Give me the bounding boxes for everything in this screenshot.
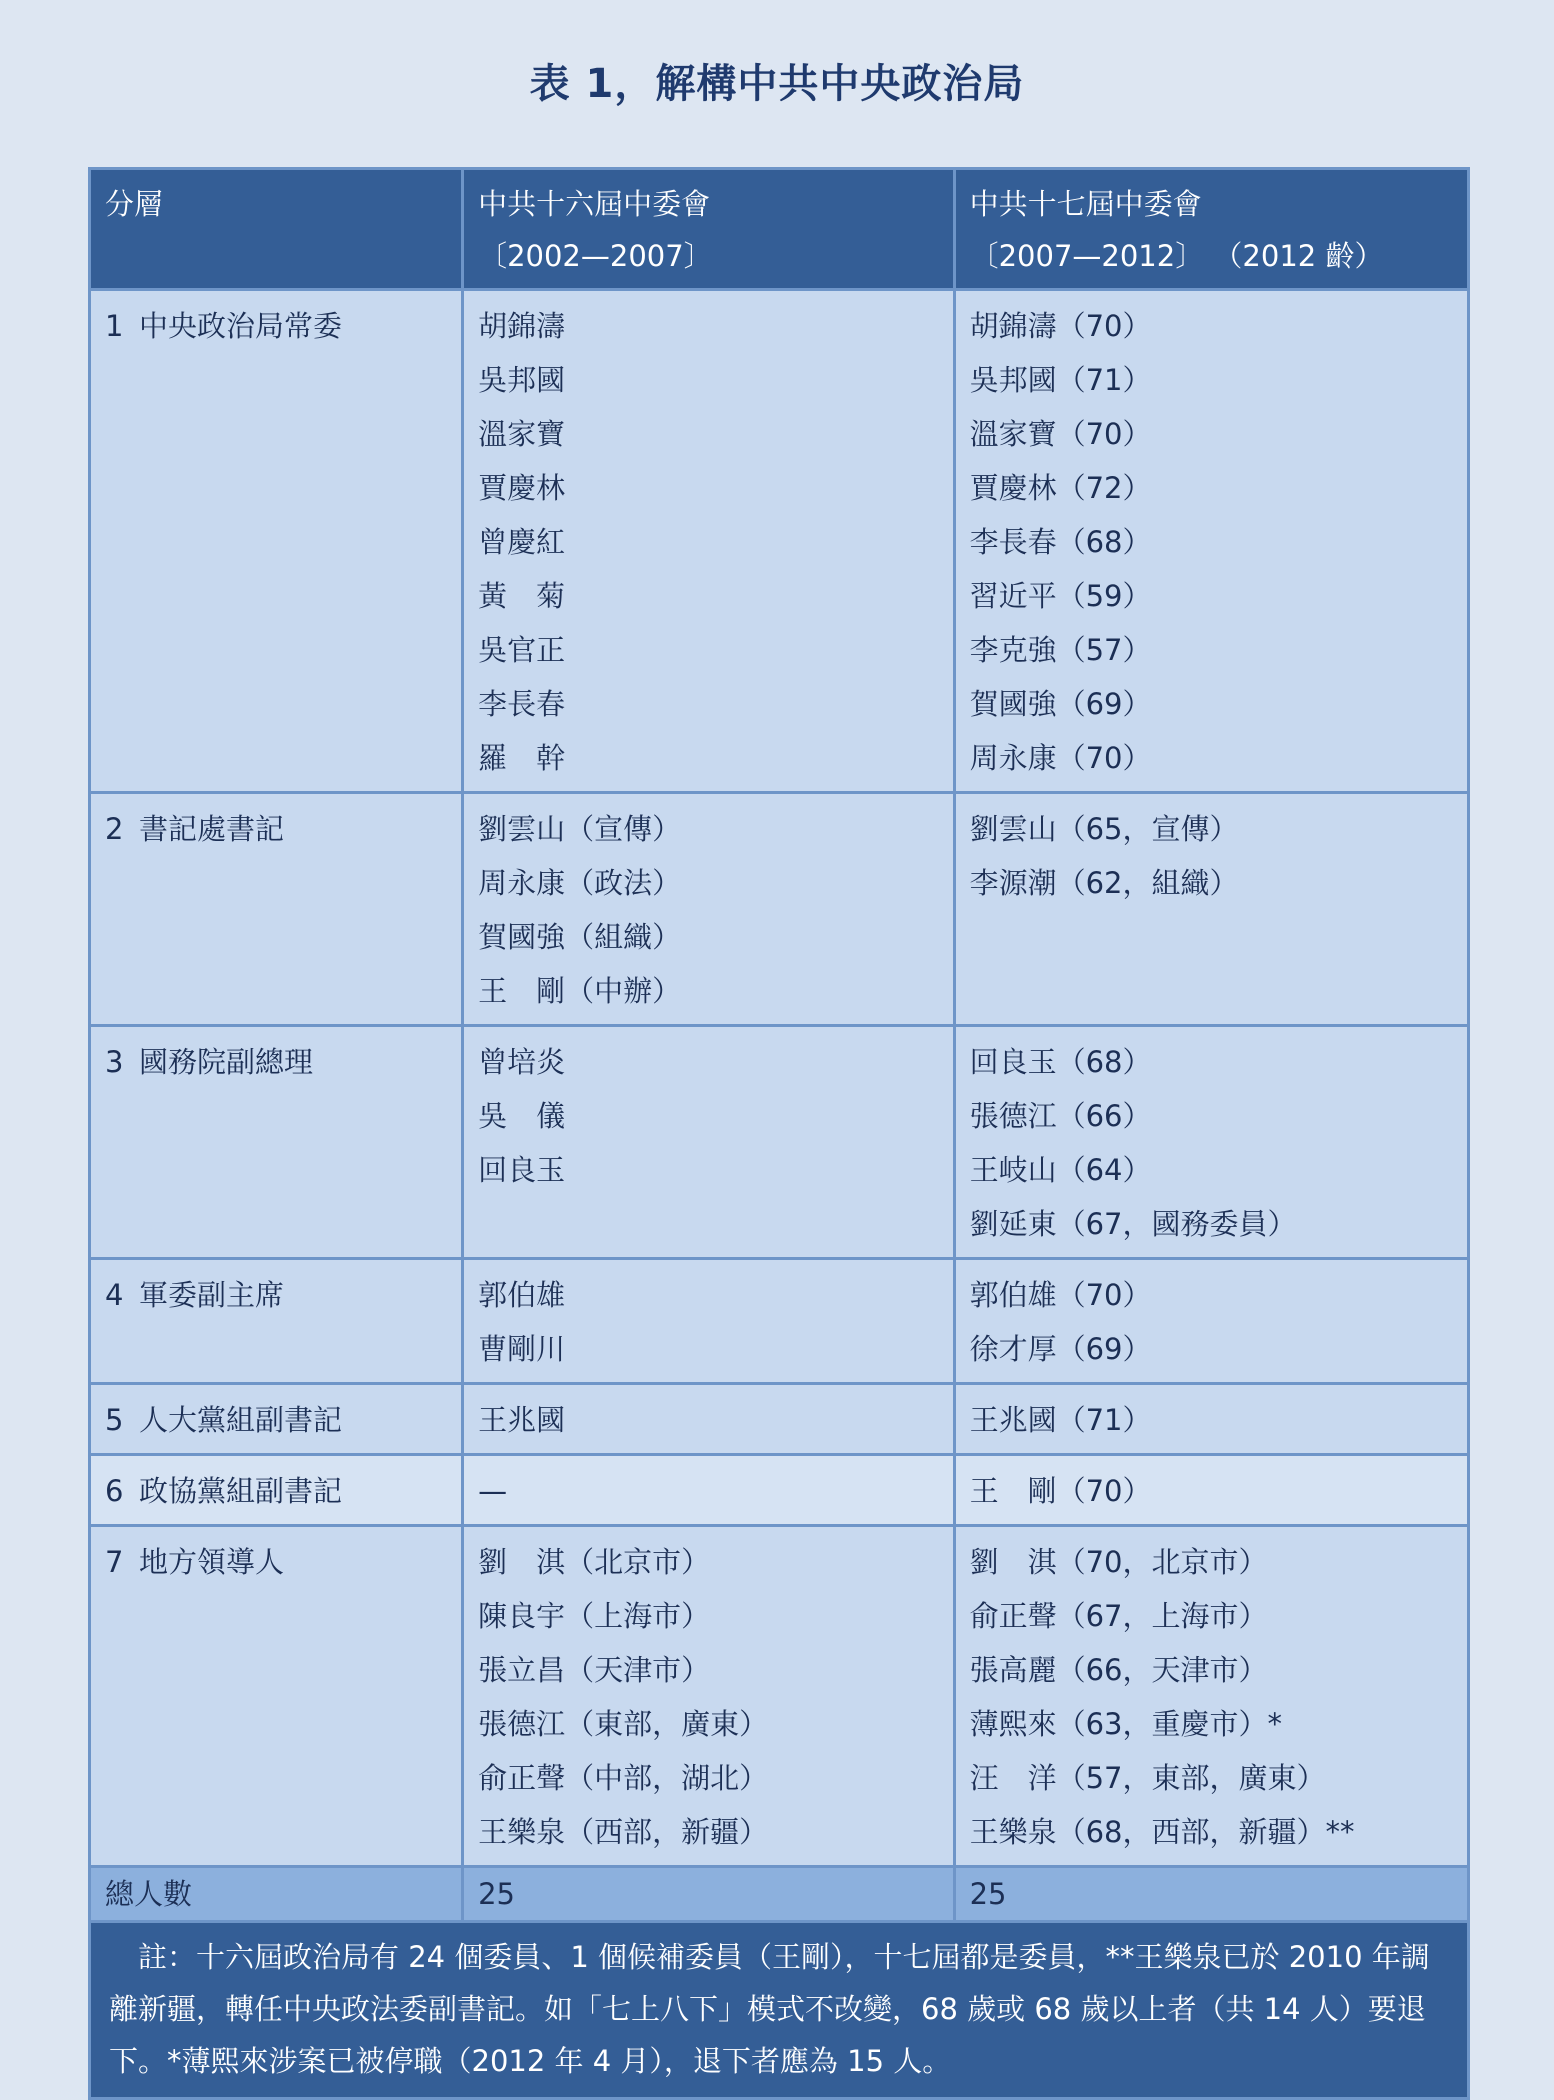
layer-name: 中央政治局常委	[139, 309, 343, 343]
member-name: 周永康（70）	[969, 741, 1152, 775]
table-row	[90, 1455, 1469, 1526]
layer-name: 地方領導人	[139, 1545, 285, 1579]
member-name: 劉 淇（70，北京市）	[969, 1545, 1268, 1579]
member-name: 曹剛川	[478, 1332, 566, 1366]
member-name: 賀國強（69）	[969, 687, 1152, 721]
cell-16th	[463, 1455, 955, 1526]
layer-cell	[90, 1259, 463, 1384]
layer-cell	[90, 1526, 463, 1867]
member-name: 王 剛（中辦）	[478, 974, 682, 1008]
member-name: 羅 幹	[478, 741, 566, 775]
layer-cell	[90, 793, 463, 1026]
header-17th: 中共十七屆中委會 〔2007—2012〕 （2012 齡）	[954, 169, 1468, 290]
table-title: 表 1，解構中共中央政治局	[529, 61, 1025, 107]
member-name: 張德江（東部，廣東）	[478, 1707, 769, 1741]
member-name: 賈慶林	[478, 471, 566, 505]
member-name: 溫家寶	[478, 417, 566, 451]
member-name: 張德江（66）	[969, 1099, 1152, 1133]
member-name: 吳官正	[478, 633, 566, 667]
member-name: 回良玉	[478, 1153, 566, 1187]
layer-number: 3	[105, 1045, 124, 1079]
cell-17th	[954, 290, 1468, 793]
politburo-table	[88, 167, 1470, 2100]
member-name: 郭伯雄	[478, 1278, 566, 1312]
table-row	[90, 793, 1469, 1026]
note-text: 註：十六屆政治局有 24 個委員、1 個候補委員（王剛），十七屆都是委員，**王樂泉已於 2010 年調離新疆，轉任中央政法委副書記。如「七上八下」模式不改變，68 歲或 68 歲以上者（共 14 人）要退下。*薄熙來涉案已被停職（2012 年 4 月），退下者應為 15 人。	[90, 1922, 1469, 2099]
cell-16th	[463, 793, 955, 1026]
note-row	[90, 1922, 1469, 2099]
cell-16th	[463, 290, 955, 793]
total-17th: 25	[954, 1867, 1468, 1922]
layer-label	[105, 1035, 447, 1089]
total-row	[90, 1867, 1469, 1922]
member-name: 回良玉（68）	[969, 1045, 1152, 1079]
cell-17th	[954, 1384, 1468, 1455]
table-row	[90, 1026, 1469, 1259]
layer-name: 國務院副總理	[139, 1045, 314, 1079]
header-layer: 分層	[90, 169, 463, 290]
member-name: 曾慶紅	[478, 525, 566, 559]
cell-16th	[463, 1026, 955, 1259]
header-row	[90, 169, 1469, 290]
member-name: 王 剛（70）	[969, 1474, 1152, 1508]
member-name: 張高麗（66，天津市）	[969, 1653, 1268, 1687]
member-name: 黃 菊	[478, 579, 566, 613]
member-name: 周永康（政法）	[478, 866, 682, 900]
layer-number: 2	[105, 812, 124, 846]
cell-17th	[954, 1259, 1468, 1384]
layer-name: 軍委副主席	[139, 1278, 285, 1312]
member-name: —	[478, 1474, 508, 1508]
member-name: 吳邦國	[478, 363, 566, 397]
layer-cell	[90, 1026, 463, 1259]
member-name: 王兆國	[478, 1403, 566, 1437]
member-name: 胡錦濤	[478, 309, 566, 343]
member-name: 李長春（68）	[969, 525, 1152, 559]
layer-label	[105, 802, 447, 856]
member-name: 張立昌（天津市）	[478, 1653, 711, 1687]
member-name: 曾培炎	[478, 1045, 566, 1079]
member-name: 李克強（57）	[969, 633, 1152, 667]
layer-number: 5	[105, 1403, 124, 1437]
layer-cell	[90, 1384, 463, 1455]
layer-cell	[90, 290, 463, 793]
table-row	[90, 1259, 1469, 1384]
member-name: 吳邦國（71）	[969, 363, 1152, 397]
member-name: 胡錦濤（70）	[969, 309, 1152, 343]
member-name: 劉延東（67，國務委員）	[969, 1207, 1297, 1241]
member-name: 李源潮（62，組織）	[969, 866, 1239, 900]
member-name: 李長春	[478, 687, 566, 721]
cell-16th	[463, 1526, 955, 1867]
member-name: 俞正聲（67，上海市）	[969, 1599, 1268, 1633]
member-name: 陳良宇（上海市）	[478, 1599, 711, 1633]
total-16th: 25	[463, 1867, 955, 1922]
layer-number: 4	[105, 1278, 124, 1312]
member-name: 賈慶林（72）	[969, 471, 1152, 505]
cell-17th	[954, 793, 1468, 1026]
member-name: 汪 洋（57，東部，廣東）	[969, 1761, 1326, 1795]
layer-label	[105, 1268, 447, 1322]
cell-16th	[463, 1384, 955, 1455]
layer-name: 書記處書記	[139, 812, 285, 846]
layer-label	[105, 299, 447, 353]
member-name: 郭伯雄（70）	[969, 1278, 1152, 1312]
cell-17th	[954, 1026, 1468, 1259]
cell-16th	[463, 1259, 955, 1384]
member-name: 王兆國（71）	[969, 1403, 1152, 1437]
member-name: 劉雲山（宣傳）	[478, 812, 682, 846]
layer-number: 7	[105, 1545, 124, 1579]
layer-name: 政協黨組副書記	[139, 1474, 343, 1508]
layer-name: 人大黨組副書記	[139, 1403, 343, 1437]
layer-cell	[90, 1455, 463, 1526]
header-16th: 中共十六屆中委會 〔2002—2007〕	[463, 169, 955, 290]
member-name: 薄熙來（63，重慶市）*	[969, 1707, 1282, 1741]
table-row	[90, 1384, 1469, 1455]
layer-label	[105, 1535, 447, 1589]
member-name: 習近平（59）	[969, 579, 1152, 613]
table-row	[90, 1526, 1469, 1867]
member-name: 吳 儀	[478, 1099, 566, 1133]
member-name: 徐才厚（69）	[969, 1332, 1152, 1366]
member-name: 王樂泉（68，西部，新疆）**	[969, 1815, 1355, 1849]
layer-number: 1	[105, 309, 124, 343]
member-name: 王岐山（64）	[969, 1153, 1152, 1187]
member-name: 溫家寶（70）	[969, 417, 1152, 451]
cell-17th	[954, 1526, 1468, 1867]
total-label: 總人數	[90, 1867, 463, 1922]
layer-label	[105, 1464, 447, 1518]
member-name: 俞正聲（中部，湖北）	[478, 1761, 769, 1795]
member-name: 劉雲山（65，宣傳）	[969, 812, 1239, 846]
table-row	[90, 290, 1469, 793]
layer-number: 6	[105, 1474, 124, 1508]
member-name: 劉 淇（北京市）	[478, 1545, 711, 1579]
member-name: 賀國強（組織）	[478, 920, 682, 954]
cell-17th	[954, 1455, 1468, 1526]
member-name: 王樂泉（西部，新疆）	[478, 1815, 769, 1849]
layer-label	[105, 1393, 447, 1447]
